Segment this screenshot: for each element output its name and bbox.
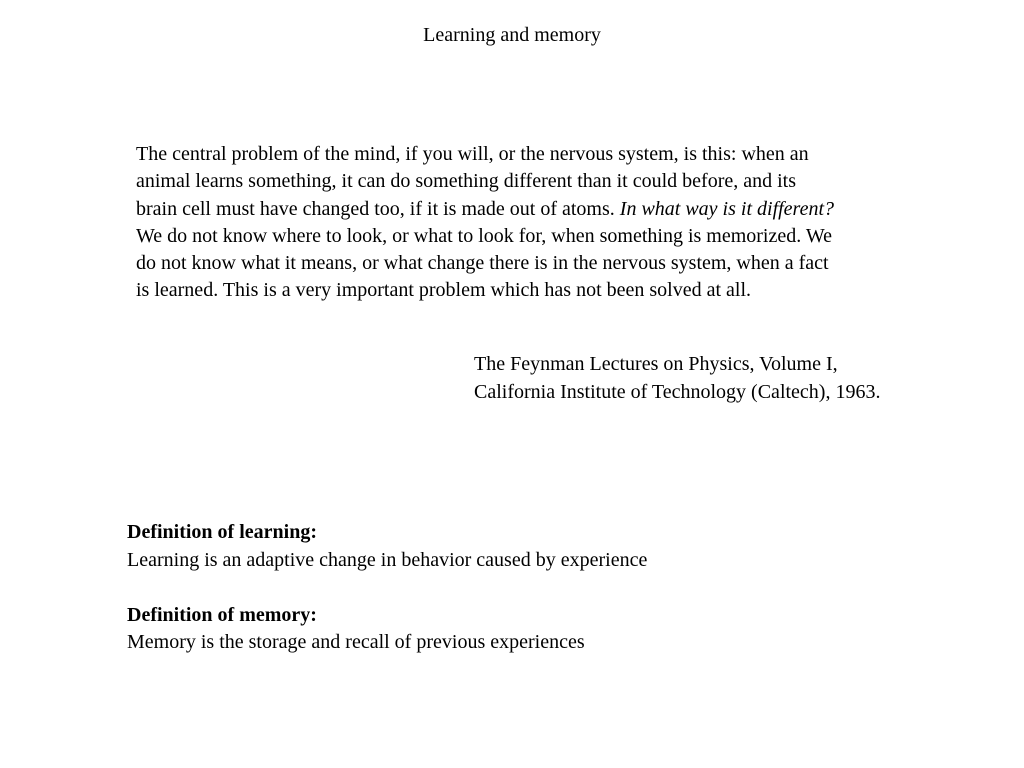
quote-emphasis: In what way is it different? bbox=[619, 197, 835, 220]
learning-definition bbox=[127, 519, 927, 574]
memory-definition bbox=[127, 602, 927, 657]
citation-line-1: The Feynman Lectures on Physics, Volume I, bbox=[474, 353, 838, 375]
quote-citation bbox=[474, 350, 994, 406]
quote-line-3 bbox=[136, 196, 946, 223]
quote-line-2: animal learns something, it can do something different than it could before, and its bbox=[136, 170, 797, 193]
quote-line-5: do not know what it means, or what change there is in the nervous system, when a fact bbox=[136, 252, 829, 275]
quote-line-3-plain: brain cell must have changed too, if it is made out of atoms. bbox=[136, 197, 620, 220]
memory-definition-text: Memory is the storage and recall of previous experiences bbox=[127, 631, 585, 653]
definitions-section bbox=[127, 519, 927, 684]
learning-definition-text: Learning is an adaptive change in behavior caused by experience bbox=[127, 548, 648, 571]
learning-definition-heading: Definition of learning: bbox=[127, 521, 317, 543]
memory-definition-heading: Definition of memory: bbox=[127, 603, 317, 626]
quote-line-4: We do not know where to look, or what to look for, when something is memorized. We bbox=[136, 224, 833, 247]
page-title: Learning and memory bbox=[423, 24, 601, 46]
feynman-quote bbox=[136, 141, 946, 305]
quote-line-1: The central problem of the mind, if you will, or the nervous system, is this: when an bbox=[136, 143, 809, 165]
citation-line-2: California Institute of Technology (Caltech), 1963. bbox=[474, 381, 881, 403]
quote-line-6: is learned. This is a very important problem which has not been solved at all. bbox=[136, 279, 752, 302]
